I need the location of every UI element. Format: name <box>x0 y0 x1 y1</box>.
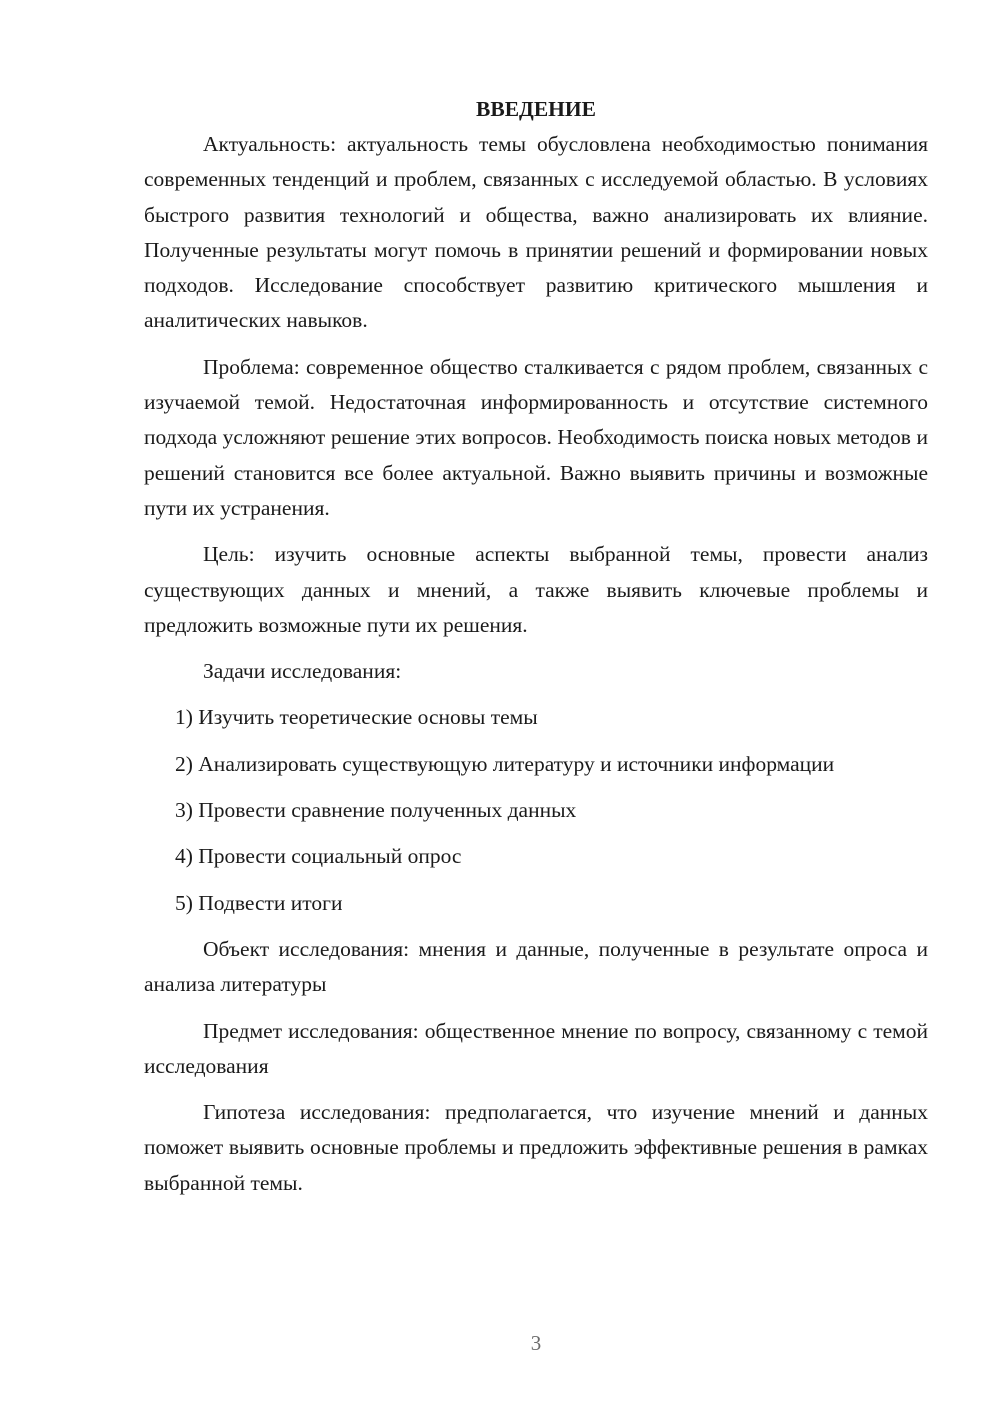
task-item: 3) Провести сравнение полученных данных <box>175 798 577 823</box>
task-item: 5) Подвести итоги <box>175 890 343 915</box>
task-item: 1) Изучить теоретические основы темы <box>175 705 538 730</box>
hypothesis-paragraph: Гипотеза исследования: предполагается, что изучение мнений и данных поможет выявить основные проблемы и предложить эффективные решения в рамках выбранной темы. <box>144 1100 928 1195</box>
page-number: 3 <box>530 1331 542 1355</box>
subject-paragraph: Предмет исследования: общественное мнение по вопросу, связанному с темой исследования <box>144 1018 928 1078</box>
goal-paragraph: Цель: изучить основные аспекты выбранной темы, провести анализ существующих данных и мнений, а также выявить ключевые проблемы и предложить возможные пути их решения. <box>144 542 928 637</box>
task-item: 2) Анализировать существующую литературу и источники информации <box>175 751 835 776</box>
page-title: ВВЕДЕНИЕ <box>476 97 596 121</box>
tasks-heading: Задачи исследования: <box>203 659 402 684</box>
relevance-paragraph: Актуальность: актуальность темы обусловлена необходимостью понимания современных тенденций и проблем, связанных с исследуемой областью. В условиях быстрого развития технологий и общества, важно анализировать их влияние. Полученные результаты могут помочь в принятии решений и формировании новых подходов. Исследование способствует развитию критического мышления и аналитических навыков. <box>144 132 928 333</box>
object-paragraph: Объект исследования: мнения и данные, полученные в результате опроса и анализа литературы <box>144 936 928 997</box>
task-item: 4) Провести социальный опрос <box>175 844 462 869</box>
problem-paragraph: Проблема: современное общество сталкивается с рядом проблем, связанных с изучаемой темой. Недостаточная информированность и отсутствие системного подхода усложняют решение этих вопросов. Необходимость поиска новых методов и решений становится все более актуальной. Важно выявить причины и возможные пути их устранения. <box>144 354 928 520</box>
page-content <box>144 92 928 1201</box>
